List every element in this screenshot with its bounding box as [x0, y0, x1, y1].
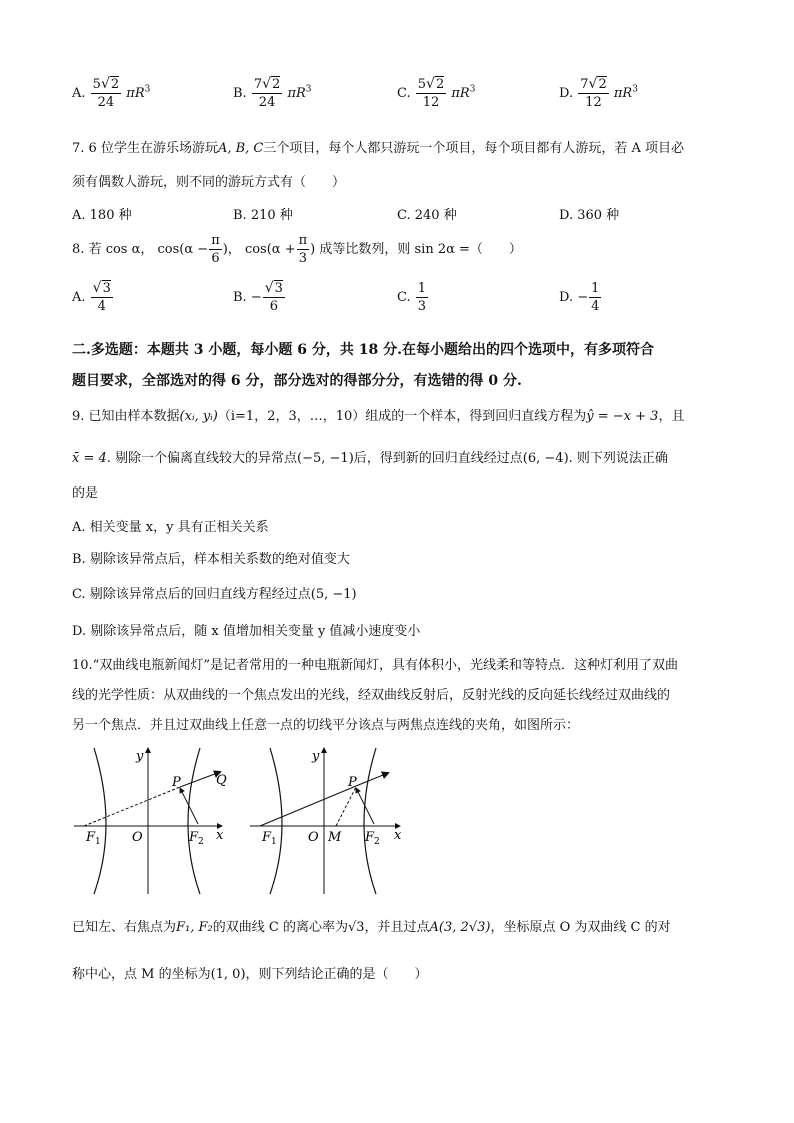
tail: πR [451, 86, 470, 101]
q7-option-d: D. 360 种 [559, 208, 620, 223]
fraction: $\frac{5√2}{12}$ [417, 76, 445, 110]
text: 8. 若 [72, 242, 102, 257]
label-y: y [312, 749, 320, 764]
num: 5 [417, 77, 427, 92]
label-f1 [85, 830, 101, 847]
math: (6, −4) [522, 451, 569, 466]
f: F [365, 830, 375, 845]
den: 3 [298, 251, 308, 266]
f: F [189, 830, 199, 845]
q8-option-c [397, 280, 429, 315]
q7-line1 [72, 137, 684, 156]
math: (1, 0) [210, 967, 246, 982]
fraction: $\frac{5√2}{24}$ [92, 76, 120, 110]
label-origin: O [132, 830, 143, 845]
q10-line2: 线的光学性质：从双曲线的一个焦点发出的光线，经双曲线反射后，反射光线的反向延长线经过双曲线的 [72, 688, 671, 703]
exponent: 3 [144, 84, 151, 95]
section2-title-line2: 题目要求，全部选对的得 6 分，部分选对的得部分分，有选错的得 0 分. [72, 373, 522, 389]
label-m: M [328, 830, 342, 845]
reflected-ray [356, 773, 388, 786]
option-label: B. [233, 290, 247, 305]
sign: − [577, 290, 589, 305]
label-q: Q [216, 773, 227, 788]
figure-left [74, 748, 227, 894]
fraction: $\frac{√3}{6}$ [264, 280, 283, 314]
text: ) [310, 242, 316, 257]
math: A(3, 2√3) [429, 920, 491, 935]
q9-line3: 的是 [72, 486, 99, 501]
den: 6 [269, 299, 278, 314]
fraction [209, 232, 222, 267]
radicand: 2 [110, 77, 120, 92]
cos-term-2: cos(α − [157, 242, 209, 257]
num: π [298, 233, 308, 248]
den: 24 [258, 95, 276, 110]
radicand: 2 [598, 77, 607, 92]
den: 12 [422, 95, 440, 110]
text: C. 剔除该异常点后的回归直线方程经过点 [72, 587, 311, 602]
text: ，且 [658, 409, 685, 424]
f: F [86, 830, 96, 845]
num: 1 [417, 281, 427, 296]
text: ，则下列结论正确的是（ ） [245, 967, 428, 982]
num: 5 [92, 77, 101, 92]
text: 的双曲线 C 的离心率为 [212, 920, 348, 935]
q10-line4 [72, 916, 671, 935]
option-label: B. [233, 86, 247, 101]
q8-option-b [233, 280, 286, 315]
sub: 1 [95, 837, 101, 847]
q9-line1 [72, 405, 684, 424]
section2-title-line1: 二.多选题：本题共 3 小题，每小题 6 分，共 18 分.在每小题给出的四个选项中，有多项符合 [72, 342, 654, 358]
q9-option-c [72, 583, 357, 602]
incident-ray [180, 788, 198, 824]
option-label: D. [559, 290, 574, 305]
den: 4 [591, 299, 600, 314]
radicand: 2 [272, 77, 281, 92]
den: 12 [585, 95, 602, 110]
label-f2 [364, 830, 380, 847]
label-f2 [188, 830, 204, 847]
hyperbola-figure [72, 742, 412, 902]
option-label: C. [397, 290, 411, 305]
num: 1 [591, 281, 600, 296]
text: （i=1，2，3，…，10）组成的一个样本，得到回归直线方程为 [217, 409, 587, 424]
exponent: 3 [632, 84, 638, 95]
den: 24 [97, 95, 115, 110]
math: F₁, F₂ [176, 920, 213, 935]
num: 7 [580, 77, 589, 92]
radicand: 2 [435, 77, 445, 92]
hyperbola-right-branch [364, 748, 376, 894]
text: ，并且过点 [364, 920, 430, 935]
vars: A, B, C [217, 141, 264, 156]
fraction [589, 280, 601, 315]
text: 7. 6 位学生在游乐场游玩 [72, 141, 218, 156]
text: . 则下列说法正确 [568, 451, 668, 466]
sub: 1 [271, 837, 277, 847]
tail: πR [126, 86, 145, 101]
q9-line2 [72, 447, 668, 466]
figure-right [250, 748, 402, 894]
den: 4 [97, 299, 106, 314]
math: (−5, −1) [297, 451, 354, 466]
q7-option-b: B. 210 种 [233, 208, 293, 223]
text: 已知左、右焦点为 [72, 920, 177, 935]
focal-line-dashed [84, 787, 180, 826]
text: 后，得到新的回归直线经过点 [353, 451, 523, 466]
num: π [211, 233, 220, 248]
text: 称中心，点 M 的坐标为 [72, 967, 211, 982]
cos-term-1: cos α， [105, 242, 154, 257]
cos-term-3: cos(α + [244, 242, 296, 257]
q9-option-b: B. 剔除该异常点后，样本相关系数的绝对值变大 [72, 552, 350, 567]
q9-option-d: D. 剔除该异常点后，随 x 值增加相关变量 y 值减小速度变小 [72, 624, 421, 639]
den: 6 [211, 251, 220, 266]
option-label: D. [559, 86, 574, 101]
radicand: 3 [102, 281, 111, 296]
fraction: $\frac{7√2}{12}$ [580, 76, 607, 110]
hyperbola-right-branch [188, 748, 200, 894]
math: (xᵢ, yᵢ) [179, 409, 218, 424]
option-label: C. [397, 86, 411, 101]
tail: πR [613, 86, 633, 101]
exponent: 3 [469, 84, 476, 95]
label-x: x [394, 828, 402, 843]
sign: − [250, 290, 262, 305]
radicand: 3 [274, 281, 283, 296]
exponent: 3 [305, 84, 312, 95]
q8-option-a [72, 280, 114, 315]
focal-line [260, 786, 356, 826]
math: √3 [347, 920, 365, 935]
reflected-ray [180, 772, 220, 787]
text: . 剔除一个偏离直线较大的异常点 [106, 451, 298, 466]
option-label: A. [72, 290, 86, 305]
incident-ray [356, 788, 374, 824]
text: )， [222, 242, 241, 257]
q10-line1: 10.“双曲线电瓶新闻灯”是记者常用的一种电瓶新闻灯，具有体积小，光线柔和等特点．这种灯利用了双曲 [72, 658, 678, 673]
den: 3 [417, 299, 427, 314]
text: 9. 已知由样本数据 [72, 409, 180, 424]
option-label: A. [72, 86, 86, 101]
math: (5, −1) [310, 587, 357, 602]
sub: 2 [198, 837, 204, 847]
q8-stem [72, 232, 522, 267]
q6-option-d [559, 76, 638, 111]
label-p: P [172, 775, 181, 790]
fraction: $\frac{√3}{4}$ [92, 280, 111, 314]
q6-option-c [397, 76, 475, 111]
math: ŷ = −x + 3 [586, 409, 659, 424]
label-f1 [261, 830, 277, 847]
q7-option-c: C. 240 种 [397, 208, 457, 223]
label-p: P [348, 775, 357, 790]
text: 成等比数列，则 sin 2α =（ ） [319, 242, 522, 257]
q6-option-a [72, 76, 150, 111]
q7-line2: 须有偶数人游玩，则不同的游玩方式有（ ） [72, 175, 346, 190]
fraction: $\frac{7√2}{24}$ [253, 76, 281, 110]
fraction [416, 280, 428, 315]
q10-line5 [72, 963, 428, 982]
tail: πR [287, 86, 306, 101]
label-origin: O [308, 830, 319, 845]
text: ，坐标原点 O 为双曲线 C 的对 [490, 920, 671, 935]
q10-line3: 另一个焦点．并且过双曲线上任意一点的切线平分该点与两焦点连线的夹角，如图所示： [72, 718, 580, 733]
q9-option-a: A. 相关变量 x，y 具有正相关关系 [72, 520, 269, 535]
label-y: y [136, 749, 144, 764]
f: F [262, 830, 272, 845]
label-x: x [216, 828, 224, 843]
num: 7 [253, 77, 263, 92]
fraction [297, 232, 310, 267]
q7-option-a: A. 180 种 [72, 208, 132, 223]
sub: 2 [374, 837, 380, 847]
text: 三个项目，每个人都只游玩一个项目，每个项目都有人游玩，若 A 项目必 [263, 141, 685, 156]
q8-option-d [559, 280, 602, 315]
q6-option-b [233, 76, 312, 111]
math: x̄ = 4 [72, 451, 107, 466]
